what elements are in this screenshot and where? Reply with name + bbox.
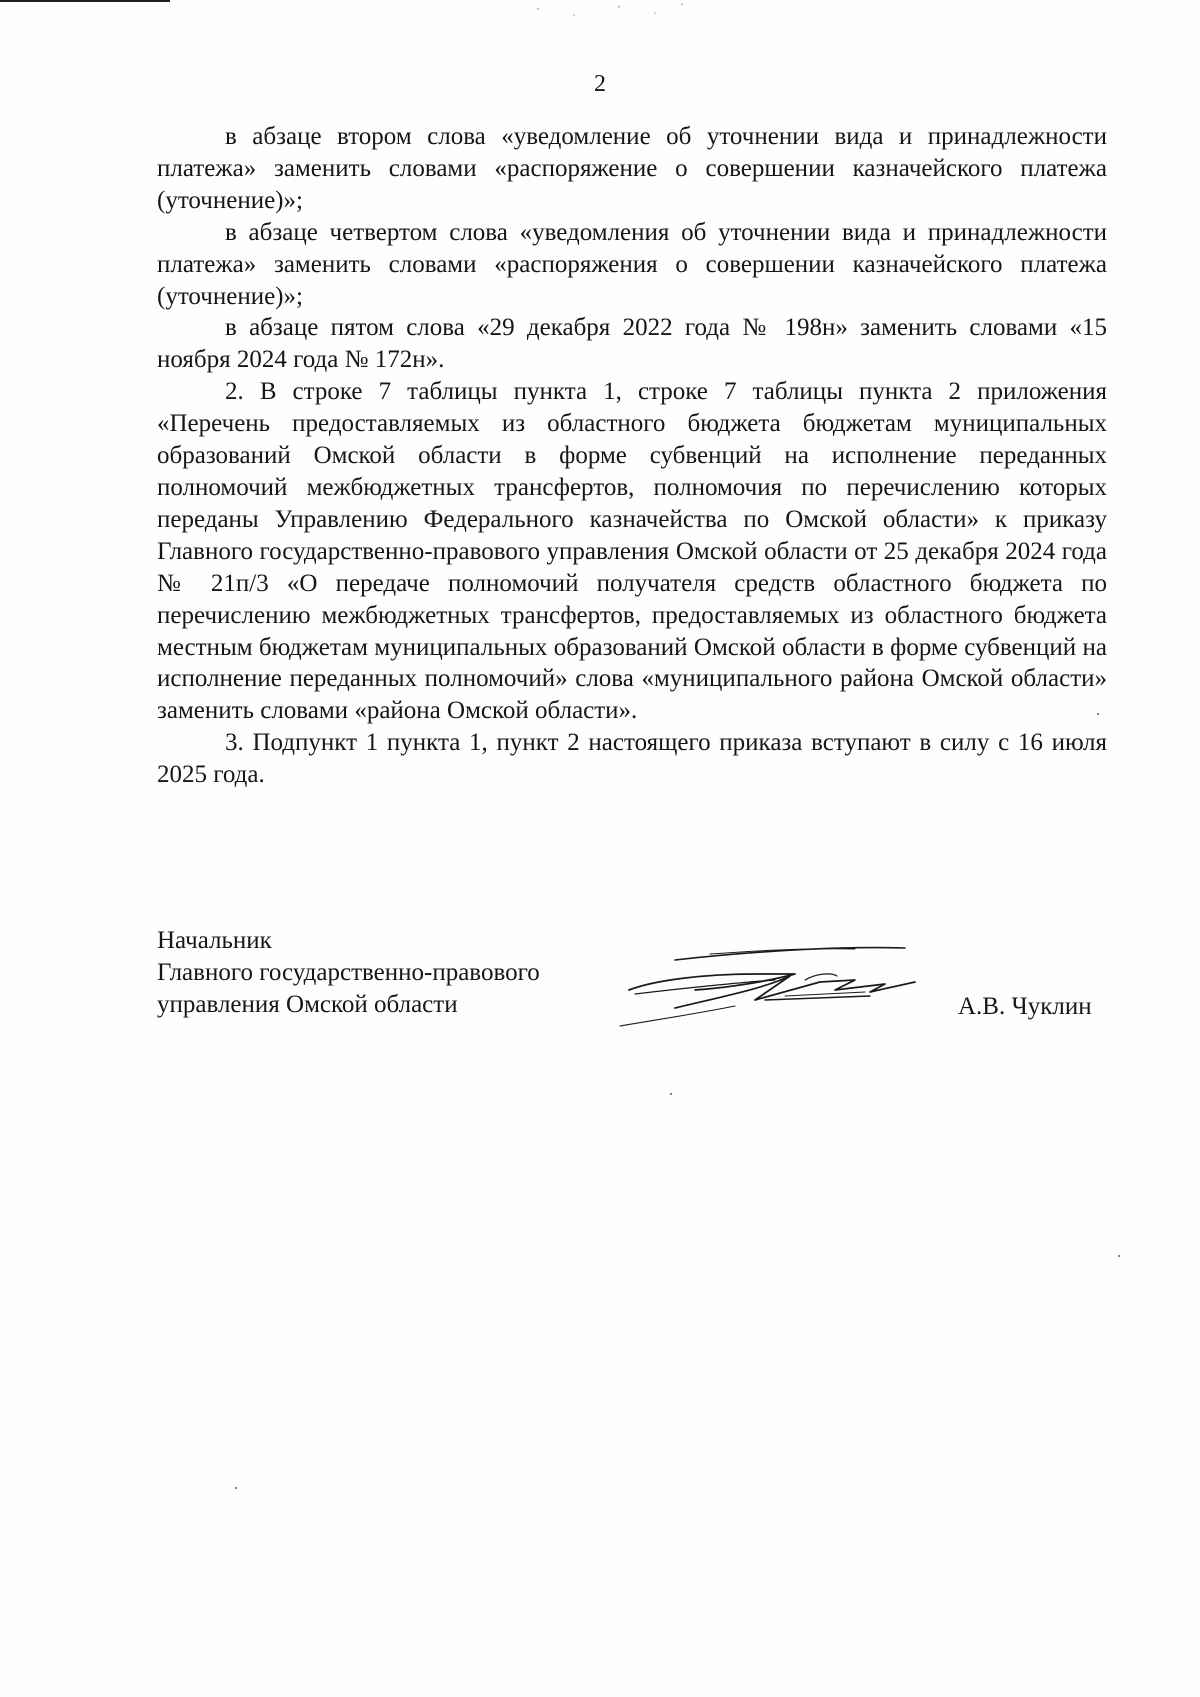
position-line: Начальник xyxy=(157,927,272,954)
paragraph: в абзаце пятом слова «29 декабря 2022 года № 198н» заменить словами «15 ноября 2024 года № 172н». xyxy=(157,314,1107,374)
signatory-position xyxy=(157,925,540,1021)
document-body xyxy=(157,121,1107,791)
handwritten-signature xyxy=(615,930,945,1040)
scan-artifact-line xyxy=(0,0,170,2)
scan-speck xyxy=(670,1093,672,1095)
paragraph: 3. Подпункт 1 пункта 1, пункт 2 настоящего приказа вступают в силу с 16 июля 2025 года. xyxy=(157,729,1107,789)
scan-artifact-noise xyxy=(520,0,700,22)
scan-speck xyxy=(235,1487,237,1489)
page-number: 2 xyxy=(594,71,606,97)
signer-name: А.В. Чуклин xyxy=(958,993,1092,1020)
position-line: Главного государственно-правового xyxy=(157,959,540,986)
scan-speck xyxy=(1097,713,1099,715)
position-line: управления Омской области xyxy=(157,991,458,1018)
scan-speck xyxy=(1118,1255,1120,1257)
paragraph: в абзаце втором слова «уведомление об уточнении вида и принадлежности платежа» заменить словами «распоряжение о совершении казначейского платежа (уточнение)»; xyxy=(157,123,1107,214)
paragraph: 2. В строке 7 таблицы пункта 1, строке 7 таблицы пункта 2 приложения «Перечень предоставляемых из областного бюджета бюджетам муниципальных образований Омской области в форме субвенций на исполнение переданных полномочий межбюджетных трансфертов, полномочия по перечислению которых переданы Управлению Федерального казначейства по Омской области» к приказу Главного государственно-правового управления Омской области от 25 декабря 2024 года № 21п/3 «О передаче полномочий получателя средств областного бюджета по перечислению межбюджетных трансфертов, предоставляемых из областного бюджета местным бюджетам муниципальных образований Омской области в форме субвенций на исполнение переданных полномочий» слова «муниципального района Омской области» заменить словами «района Омской области». xyxy=(157,378,1107,725)
paragraph: в абзаце четвертом слова «уведомления об уточнении вида и принадлежности платежа» заменить словами «распоряжения о совершении казначейского платежа (уточнение)»; xyxy=(157,218,1107,310)
